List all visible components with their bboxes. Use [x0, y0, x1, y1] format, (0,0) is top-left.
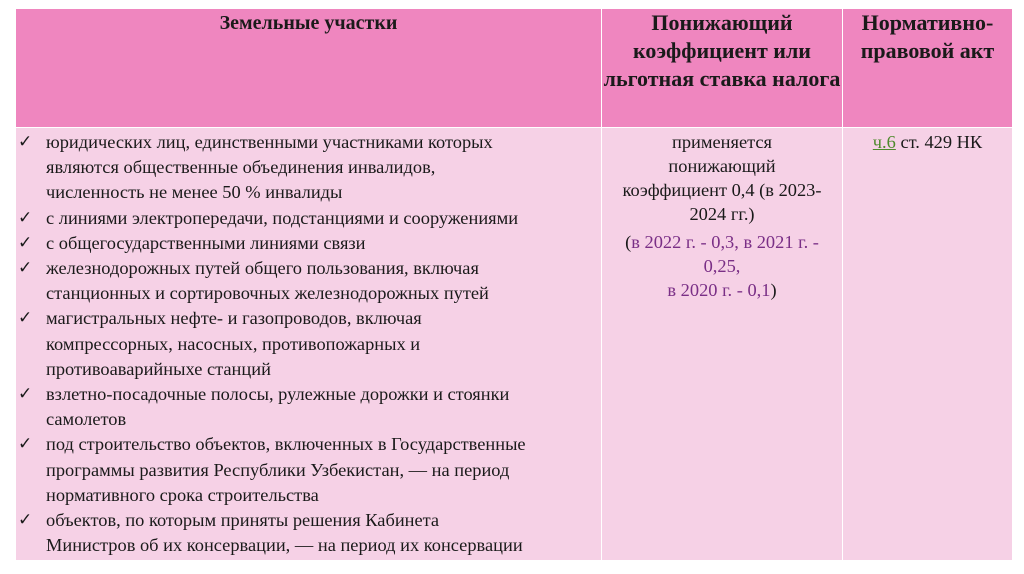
- legal-act-cell: [843, 128, 1013, 561]
- close-paren: ): [770, 280, 777, 300]
- list-item-text: магистральных нефте- и газопроводов, включая компрессорных, насосных, противопожарных и противоаварийныхе станций: [46, 308, 422, 379]
- checkmark-icon: ✓: [18, 434, 33, 455]
- checkmark-icon: ✓: [18, 132, 33, 152]
- list-item: [16, 508, 601, 558]
- checkmark-icon: ✓: [18, 258, 33, 279]
- checkmark-icon: ✓: [18, 384, 33, 405]
- open-paren: (: [625, 232, 632, 252]
- list-item: [16, 432, 601, 508]
- land-plot-list: [16, 128, 601, 558]
- list-item: [16, 256, 601, 306]
- checkmark-icon: ✓: [18, 207, 33, 228]
- list-item: [16, 130, 601, 206]
- coefficient-text: [602, 128, 842, 302]
- coefficient-main: применяется понижающий коэффициент 0,4 (в 2023- 2024 гг.): [622, 132, 822, 224]
- header-row: [16, 9, 1013, 128]
- list-item-text: взлетно-посадочные полосы, рулежные дорожки и стоянки самолетов: [46, 384, 510, 430]
- land-plots-cell: [16, 128, 602, 561]
- list-item-text: с общегосударственными линиями связи: [46, 232, 366, 253]
- list-item: [16, 206, 601, 231]
- land-tax-table: [15, 8, 1013, 561]
- content-row: [16, 128, 1013, 561]
- history-values: в 2022 г. - 0,3, в 2021 г. - 0,25, в 2020 г. - 0,1: [631, 232, 819, 300]
- list-item: [16, 306, 601, 382]
- header-land-plots: Земельные участки: [16, 9, 602, 128]
- list-item-text: с линиями электропередачи, подстанциями и сооружениями: [46, 207, 519, 228]
- checkmark-icon: ✓: [18, 510, 33, 531]
- legal-act-text: [843, 128, 1012, 154]
- article-reference: ст. 429 НК: [895, 132, 983, 152]
- list-item-text: объектов, по которым приняты решения Кабинета Министров об их консервации, — на период их консервации: [46, 510, 523, 556]
- checkmark-icon: ✓: [18, 232, 33, 253]
- article-part-link[interactable]: ч.6: [872, 132, 896, 152]
- coefficient-cell: [602, 128, 843, 561]
- header-legal-act: Нормативно-правовой акт: [843, 9, 1013, 128]
- header-coefficient: Понижающий коэффициент или льготная ставка налога: [602, 9, 843, 128]
- list-item: [16, 382, 601, 432]
- coefficient-history: [602, 230, 842, 302]
- checkmark-icon: ✓: [18, 308, 33, 329]
- list-item: [16, 231, 601, 256]
- list-item-text: железнодорожных путей общего пользования, включая станционных и сортировочных железнодорожных путей: [46, 258, 489, 304]
- list-item-text: юридических лиц, единственными участниками которых являются общественные объединения инвалидов, численность не менее 50 % инвалиды: [46, 132, 493, 203]
- list-item-text: под строительство объектов, включенных в Государственные программы развития Республики Узбекистан, — на период нормативного срока строительства: [46, 434, 526, 505]
